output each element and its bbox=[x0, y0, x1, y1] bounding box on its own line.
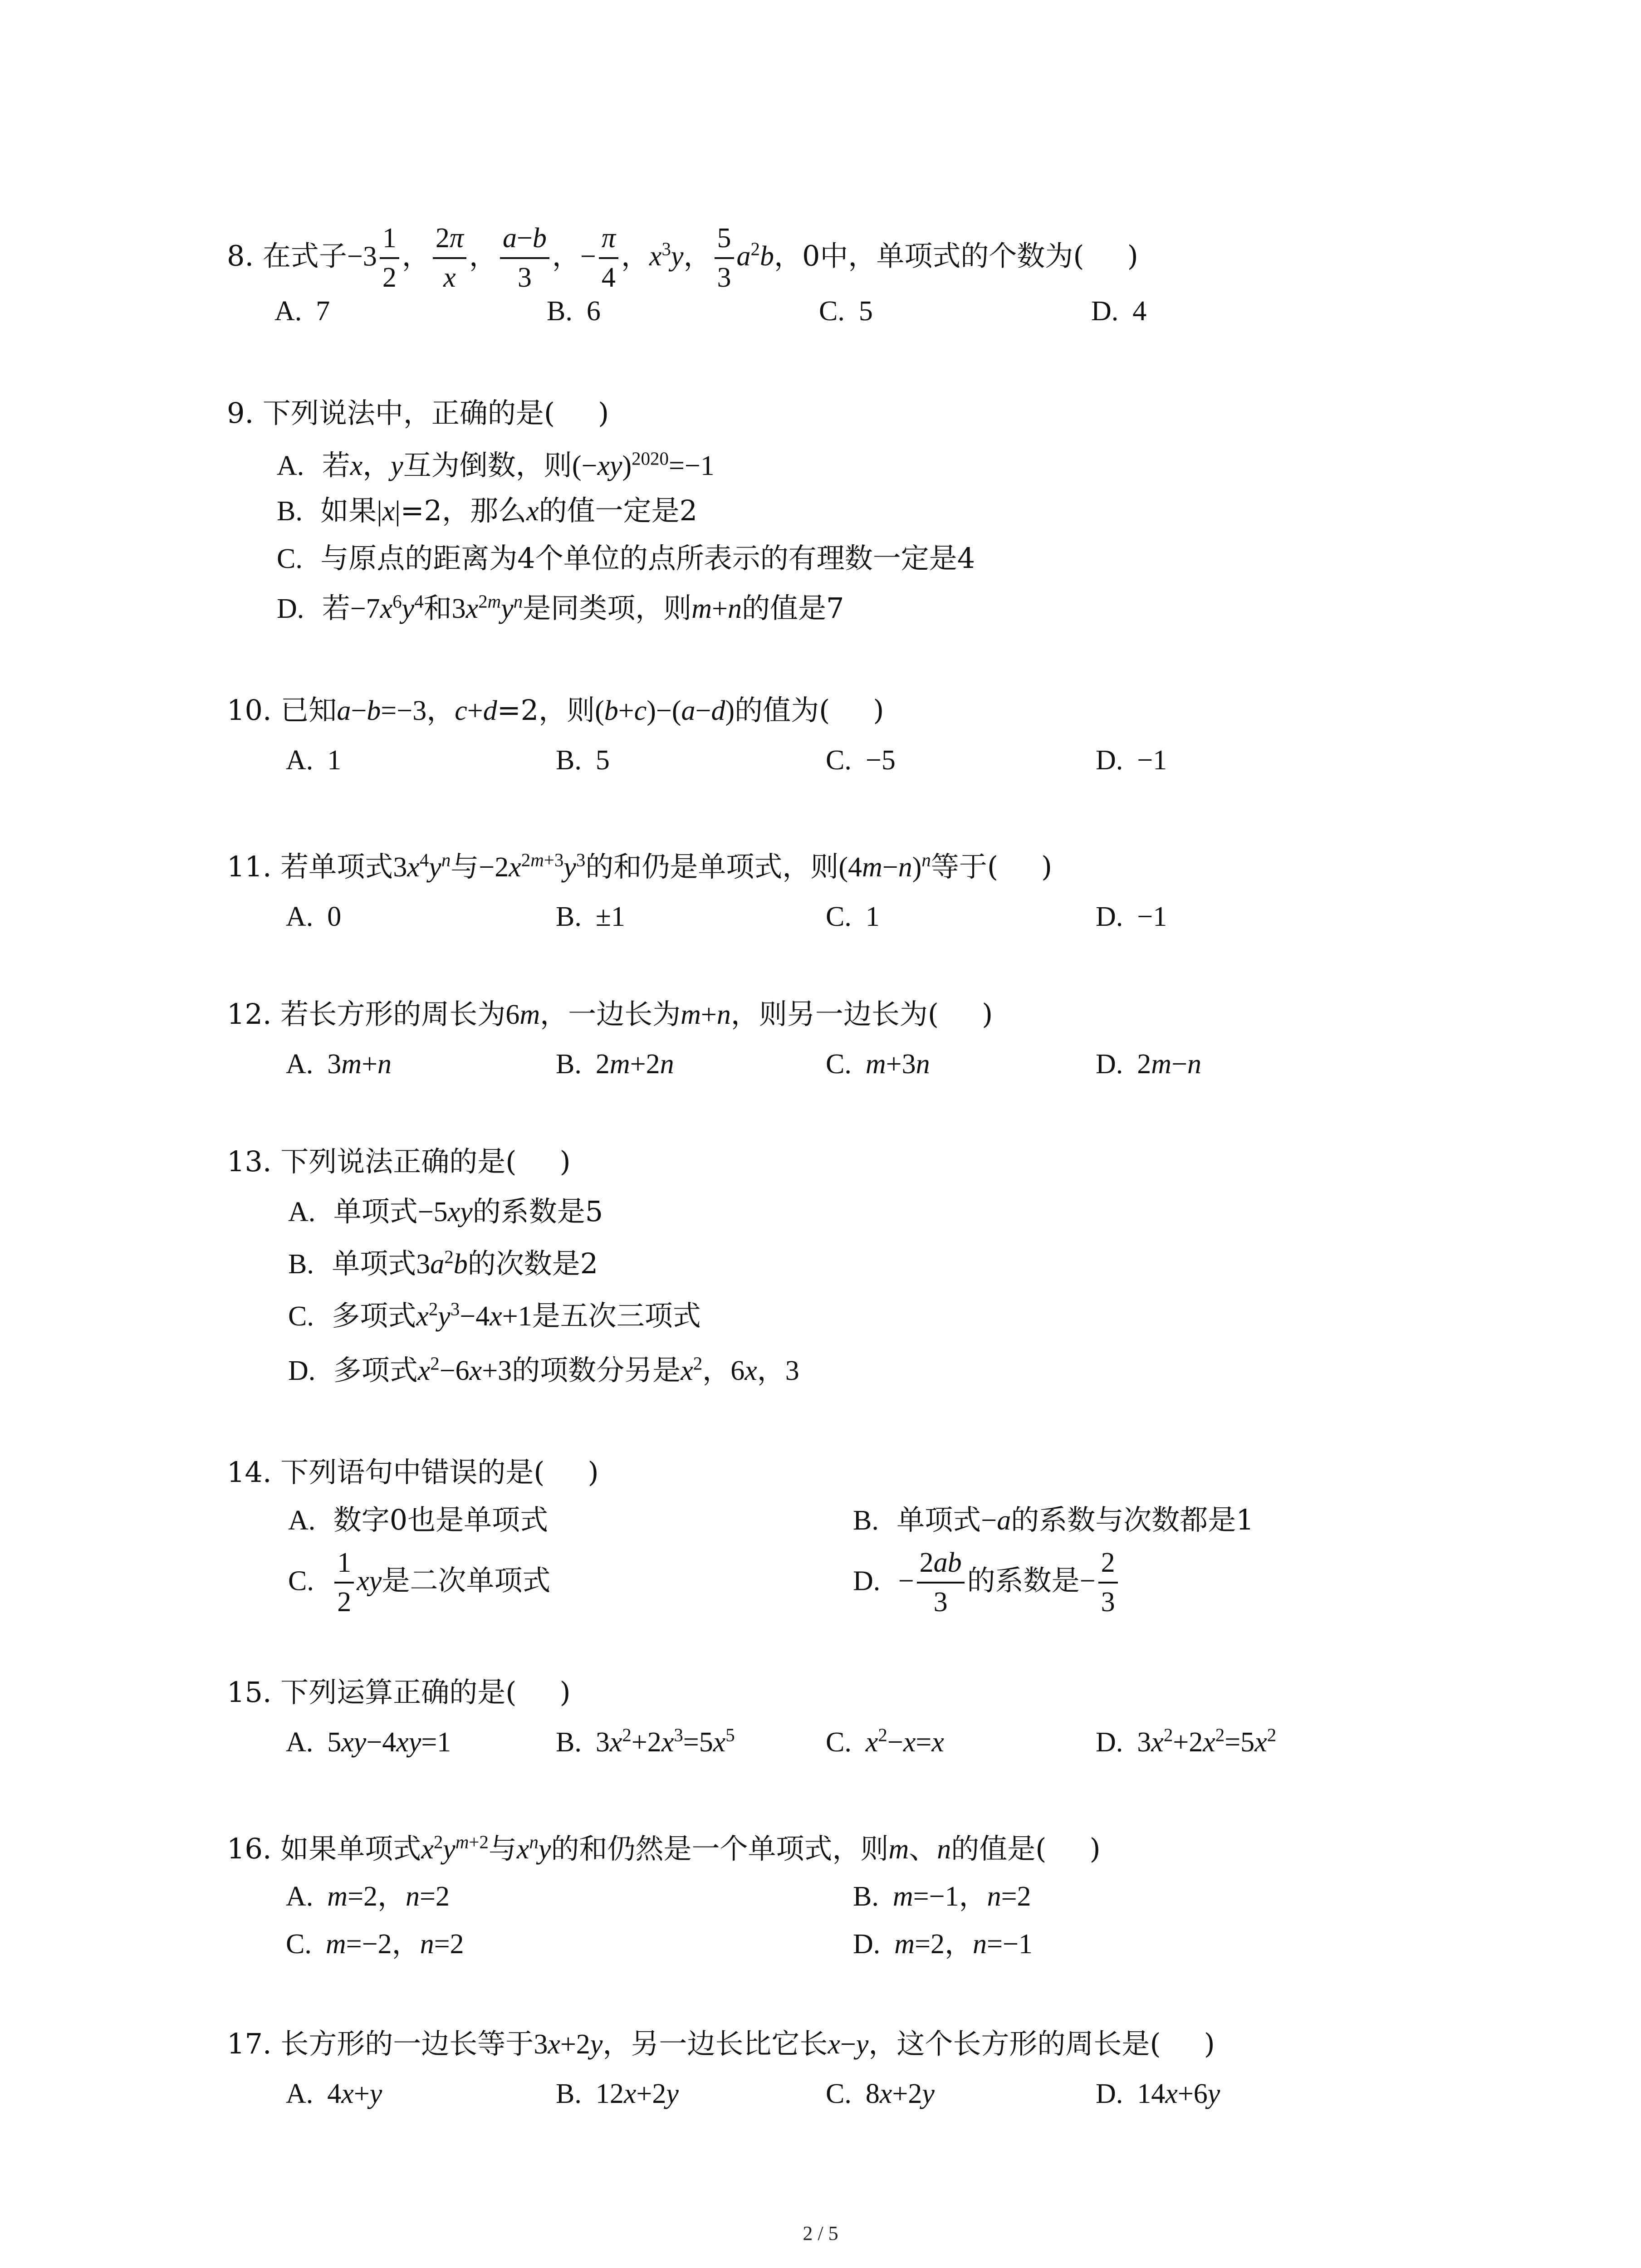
option-d: D. $3x^2+2x^2=5x^2$ bbox=[1096, 1725, 1277, 1758]
option-d: D. 多项式$x^2-6x+3$的项数分另是$x^2$，6x，3 bbox=[288, 1353, 799, 1387]
fraction: $\frac{5}{3}$ bbox=[715, 222, 734, 294]
question-8-stem: 8. 在式子−3 $\frac{1}{2}$ ， $\frac{2\pi}{x}$ ， $\frac{a-b}{3}$ ，− $\frac{\pi}{4}$ ，$x^3y$， $\frac{5}{3}$ $a^2b$，0中，单项式的个数为( ) bbox=[227, 222, 1138, 294]
question-9-stem: 9. 下列说法中，正确的是( ) bbox=[227, 396, 609, 430]
fraction: $\frac{2}{3}$ bbox=[1098, 1547, 1118, 1619]
page-number: 2 / 5 bbox=[803, 2222, 838, 2244]
option-a: A. 数字0也是单项式 bbox=[288, 1503, 549, 1536]
option-a: A. 7 bbox=[274, 296, 330, 327]
option-b: B. 单项式$3a^2b$的次数是2 bbox=[288, 1246, 598, 1280]
fraction: $\frac{1}{2}$ bbox=[334, 1547, 354, 1619]
option-c: C. $\frac{1}{2}$ xy是二次单项式 bbox=[288, 1547, 550, 1619]
option-a: A. 4x+y bbox=[286, 2078, 382, 2109]
option-c: C. m+3n bbox=[826, 1049, 930, 1080]
option-a: A. 0 bbox=[286, 901, 342, 932]
option-b: B. m=−1，n=2 bbox=[853, 1881, 1031, 1912]
option-d: D. − $\frac{2ab}{3}$ 的系数是− $\frac{2}{3}$ bbox=[853, 1547, 1121, 1619]
option-b: B. 如果|x|=2，那么x的值一定是2 bbox=[277, 494, 698, 527]
option-d: D. 2m−n bbox=[1096, 1049, 1202, 1080]
option-c: C. 1 bbox=[826, 901, 880, 932]
question-16-stem: 16. 如果单项式$x^2y^{m+2}$与$x^ny$的和仍然是一个单项式，则m、n的值是( ) bbox=[227, 1832, 1101, 1865]
option-c: C. 与原点的距离为4个单位的点所表示的有理数一定是4 bbox=[277, 542, 975, 575]
option-a: A. m=2，n=2 bbox=[286, 1881, 450, 1912]
option-b: B. 12x+2y bbox=[556, 2078, 679, 2109]
question-11-stem: 11. 若单项式$3x^4y^n$与$-2x^{2m+3}y^3$的和仍是单项式，则$(4m-n)^n$等于( ) bbox=[227, 850, 1053, 883]
option-d: D. 14x+6y bbox=[1096, 2078, 1220, 2109]
question-12-stem: 12. 若长方形的周长为6m，一边长为m+n，则另一边长为( ) bbox=[227, 997, 993, 1031]
fraction: $\frac{2ab}{3}$ bbox=[917, 1547, 965, 1619]
option-c: C. 5 bbox=[819, 296, 873, 327]
option-d: D. 若$-7x^6y^4$和$3x^{2m}y^n$是同类项，则m+n的值是7 bbox=[277, 591, 844, 625]
option-c: C. 8x+2y bbox=[826, 2078, 935, 2109]
option-a: A. 若x，y互为倒数，则$(-xy)^{2020}=-1$ bbox=[277, 448, 715, 482]
question-17-stem: 17. 长方形的一边长等于3x+2y，另一边长比它长x−y，这个长方形的周长是( ) bbox=[227, 2027, 1215, 2060]
option-b: B. 单项式−a的系数与次数都是1 bbox=[853, 1503, 1254, 1536]
option-b: B. $3x^2+2x^3=5x^5$ bbox=[556, 1725, 735, 1758]
question-10-stem: 10. 已知a−b=−3，c+d=2，则(b+c)−(a−d)的值为( ) bbox=[227, 694, 884, 727]
question-14-stem: 14. 下列语句中错误的是( ) bbox=[227, 1456, 599, 1489]
fraction: $\frac{2\pi}{x}$ bbox=[433, 222, 466, 294]
fraction: $\frac{a-b}{3}$ bbox=[500, 222, 549, 294]
fraction: $\frac{\pi}{4}$ bbox=[599, 222, 618, 294]
option-d: D. m=2，n=−1 bbox=[853, 1929, 1033, 1960]
option-b: B. 2m+2n bbox=[556, 1049, 674, 1080]
option-b: B. 5 bbox=[556, 745, 610, 776]
question-13-stem: 13. 下列说法正确的是( ) bbox=[227, 1145, 571, 1178]
option-c: C. 多项式$x^2y^3-4x+1$是五次三项式 bbox=[288, 1299, 701, 1332]
option-d: D. 4 bbox=[1091, 296, 1147, 327]
option-a: A. 5xy−4xy=1 bbox=[286, 1727, 451, 1758]
question-15-stem: 15. 下列运算正确的是( ) bbox=[227, 1676, 571, 1709]
option-b: B. ±1 bbox=[556, 901, 625, 932]
option-d: D. −1 bbox=[1096, 901, 1167, 932]
option-b: B. 6 bbox=[547, 296, 601, 327]
option-d: D. −1 bbox=[1096, 745, 1167, 776]
option-c: C. m=−2，n=2 bbox=[286, 1929, 464, 1960]
option-c: C. $x^2-x=x$ bbox=[826, 1725, 944, 1758]
option-a: A. 3m+n bbox=[286, 1049, 392, 1080]
fraction: $\frac{1}{2}$ bbox=[380, 222, 399, 294]
option-c: C. −5 bbox=[826, 745, 896, 776]
option-a: A. 单项式−5xy的系数是5 bbox=[288, 1195, 603, 1228]
option-a: A. 1 bbox=[286, 745, 342, 776]
